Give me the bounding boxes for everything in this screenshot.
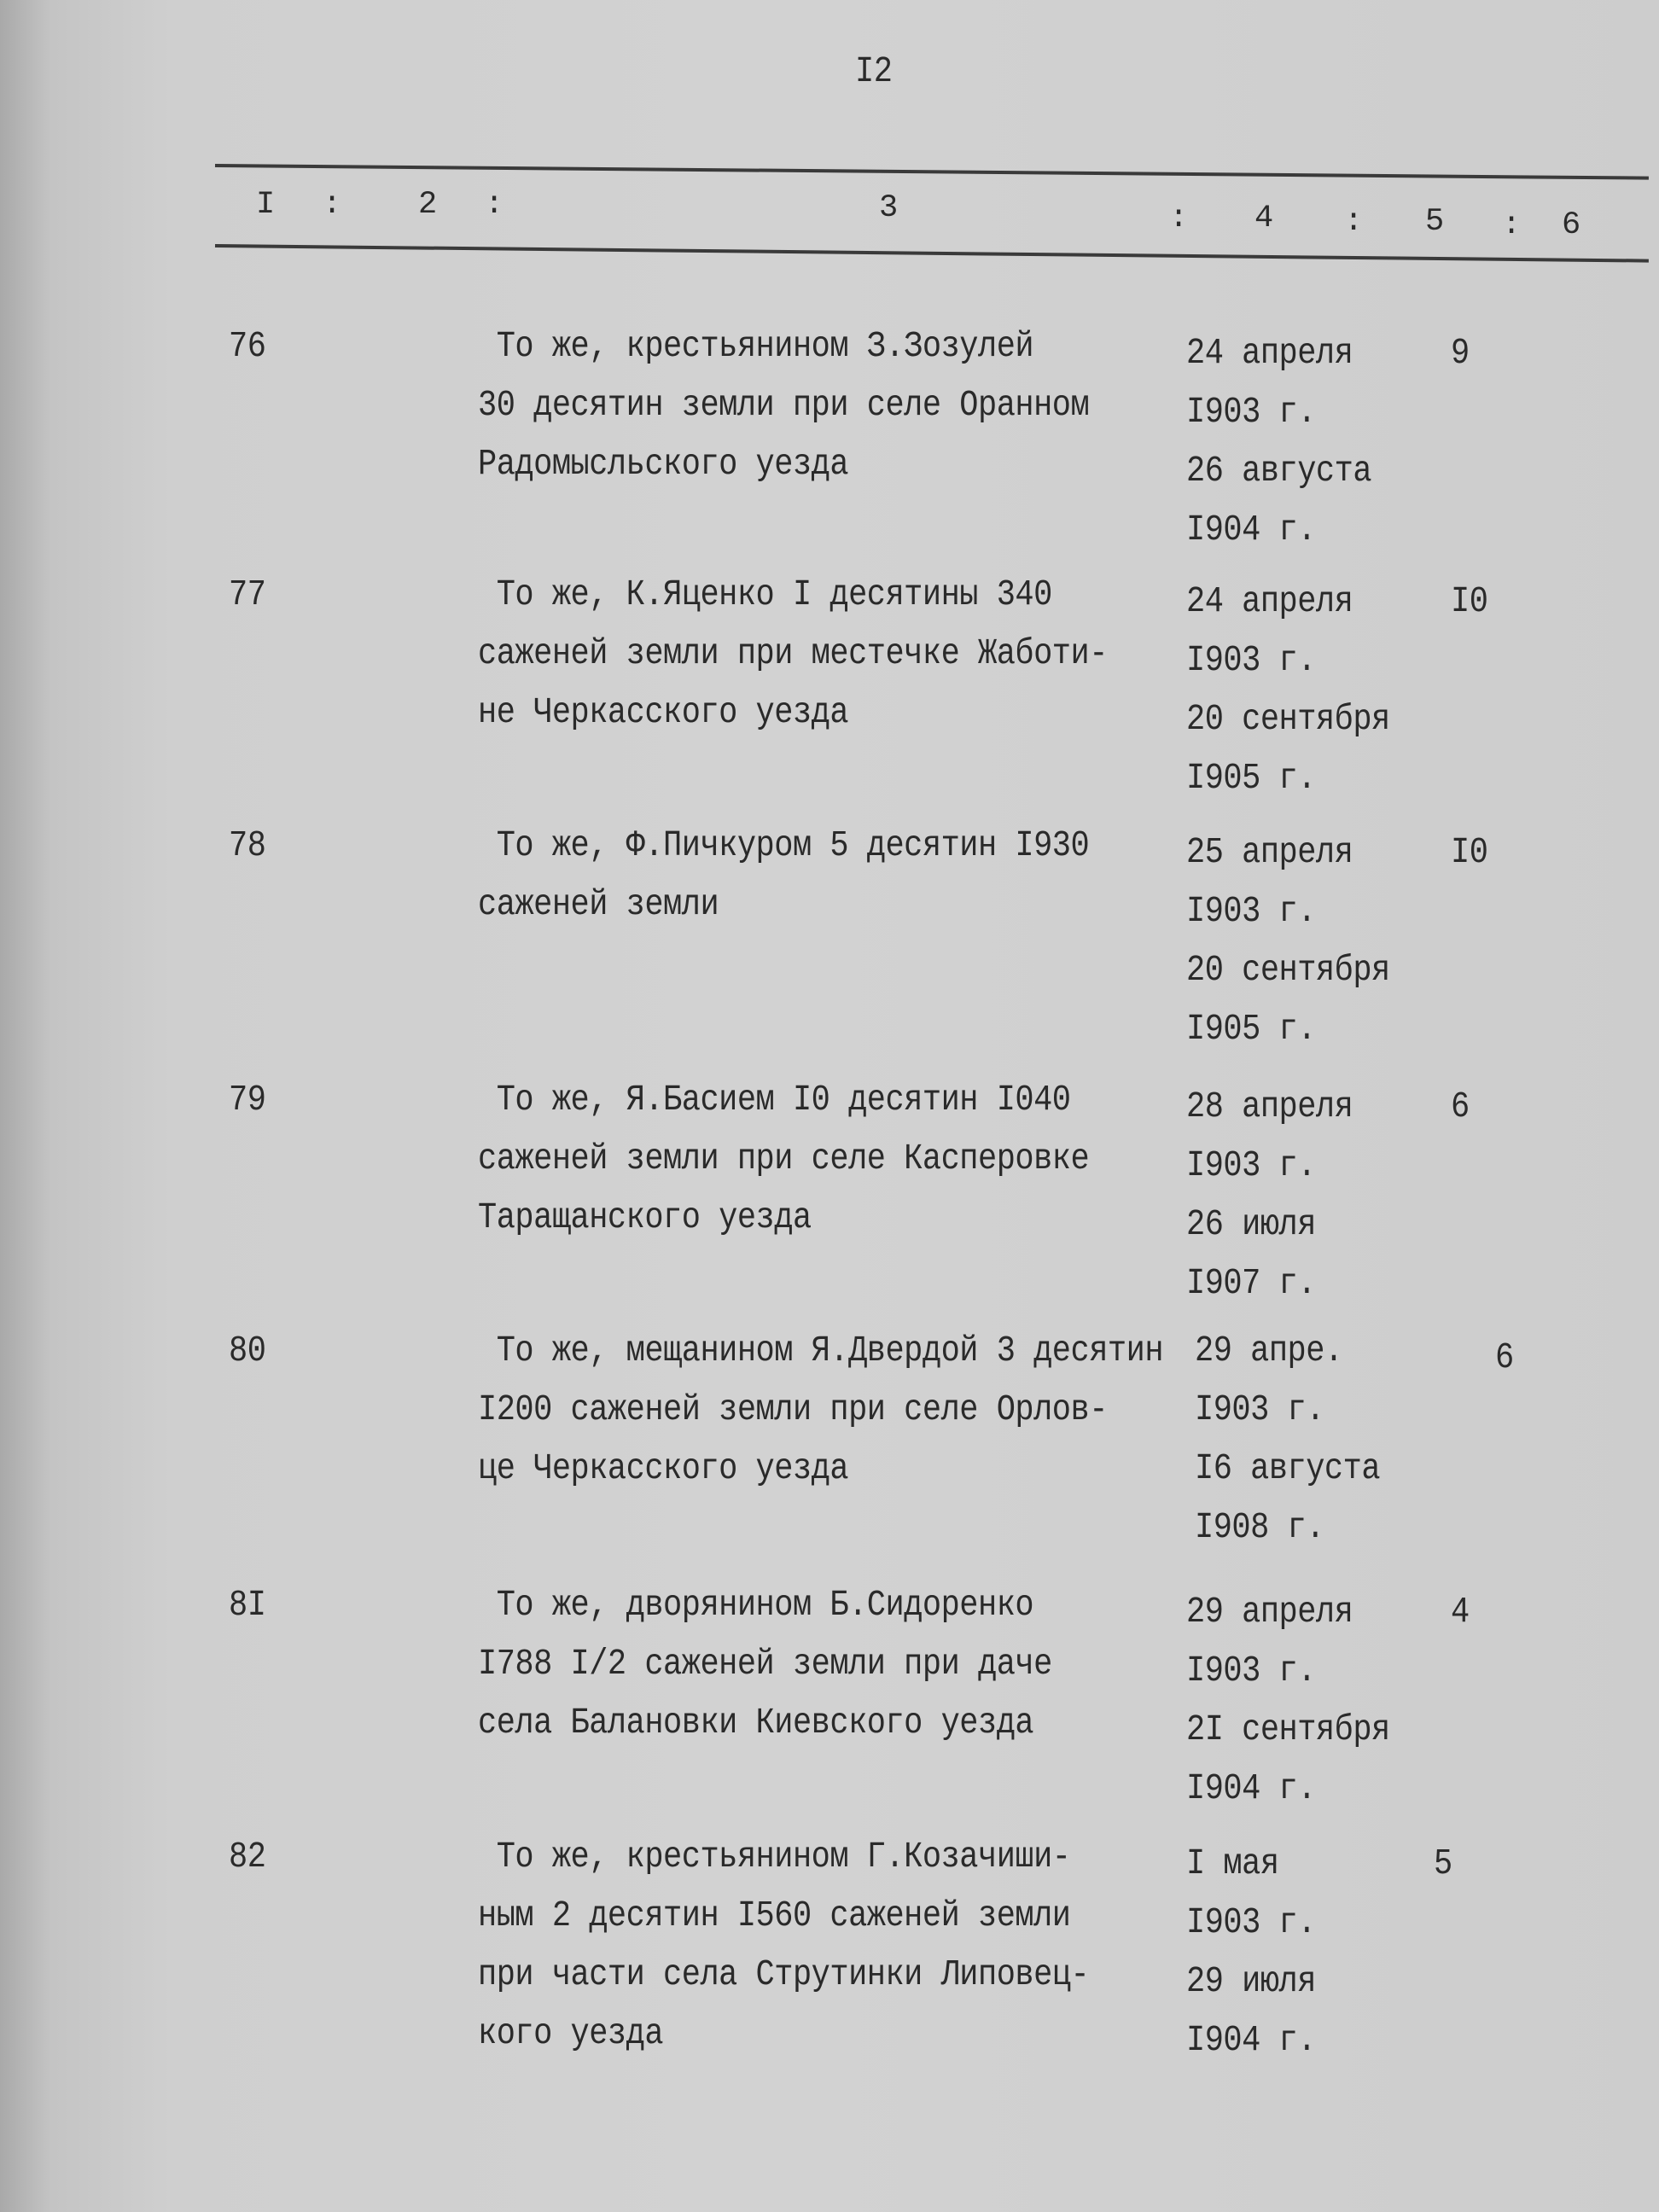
date-line: I903 г. <box>1186 1145 1316 1187</box>
entry-description <box>478 1322 1163 1499</box>
date-line: I903 г. <box>1186 1650 1316 1692</box>
entry-number: 8I <box>229 1585 266 1627</box>
description-line: То же, крестьянином Г.Козачиши- <box>478 1837 1071 1878</box>
description-line: То же, Я.Басием I0 десятин I040 <box>478 1080 1071 1121</box>
entry-number: 79 <box>229 1080 266 1121</box>
date-line: 29 апре. <box>1195 1330 1343 1372</box>
column-number: 3 <box>879 190 899 226</box>
entry-number: 80 <box>229 1330 266 1372</box>
column-number: 5 <box>1425 204 1445 240</box>
entry-number: 78 <box>229 825 266 867</box>
entry-sheet-count: I0 <box>1451 832 1488 874</box>
description-line: То же, дворянином Б.Сидоренко <box>478 1585 1034 1627</box>
entry-sheet-count: 4 <box>1451 1592 1470 1633</box>
column-number: I <box>256 187 276 223</box>
entry-sheet-count: 6 <box>1451 1086 1470 1128</box>
date-line: I903 г. <box>1195 1389 1324 1431</box>
date-line: I мая <box>1186 1843 1279 1885</box>
column-number: 4 <box>1254 201 1274 236</box>
date-line: I907 г. <box>1186 1263 1316 1305</box>
description-line: ным 2 десятин I560 саженей земли <box>478 1895 1071 1937</box>
date-line: 2I сентября <box>1186 1709 1390 1751</box>
column-separator: : <box>323 187 342 223</box>
table-header-top-rule <box>215 164 1649 180</box>
date-line: 24 апреля <box>1186 581 1353 623</box>
entry-dates <box>1195 1322 1380 1557</box>
description-line: саженей земли при селе Касперовке <box>478 1138 1090 1180</box>
date-line: I905 г. <box>1186 1009 1316 1051</box>
date-line: I903 г. <box>1186 891 1316 933</box>
entry-description <box>478 817 1089 934</box>
date-line: 20 сентября <box>1186 950 1390 992</box>
description-line: Таращанского уезда <box>478 1197 812 1239</box>
entry-sheet-count: 9 <box>1451 333 1470 375</box>
entry-dates <box>1186 1078 1353 1313</box>
date-line: 20 сентября <box>1186 699 1390 741</box>
column-number: 2 <box>418 187 438 223</box>
date-line: 29 апреля <box>1186 1592 1353 1633</box>
table-row <box>0 817 1659 1064</box>
column-separator: : <box>1502 207 1522 243</box>
description-line: То же, Ф.Пичкуром 5 десятин I930 <box>478 825 1090 867</box>
date-line: I903 г. <box>1186 1902 1316 1944</box>
entry-number: 82 <box>229 1837 266 1878</box>
description-line: То же, мещанином Я.Двердой 3 десятин <box>478 1330 1164 1372</box>
entry-dates <box>1186 1583 1390 1819</box>
entry-number: 76 <box>229 326 266 368</box>
column-number: 6 <box>1562 207 1581 243</box>
description-line: Радомысльского уезда <box>478 444 849 486</box>
date-line: I904 г. <box>1186 509 1316 551</box>
column-separator: : <box>485 187 504 223</box>
description-line: це Черкасского уезда <box>478 1448 849 1490</box>
description-line: саженей земли <box>478 884 719 926</box>
table-row <box>0 1322 1659 1569</box>
date-line: I903 г. <box>1186 392 1316 434</box>
date-line: 24 апреля <box>1186 333 1353 375</box>
entry-sheet-count: 6 <box>1495 1337 1514 1379</box>
entry-description <box>478 1828 1089 2064</box>
entry-description <box>478 1576 1052 1753</box>
description-line: То же, К.Яценко I десятины 340 <box>478 574 1052 616</box>
date-line: I6 августа <box>1195 1448 1381 1490</box>
date-line: 25 апреля <box>1186 832 1353 874</box>
description-line: при части села Струтинки Липовец- <box>478 1954 1090 1996</box>
page-number: I2 <box>855 51 893 93</box>
entry-dates <box>1186 324 1371 560</box>
entry-sheet-count: 5 <box>1434 1843 1452 1885</box>
entry-description <box>478 566 1108 742</box>
entry-description <box>478 1071 1089 1248</box>
description-line: I200 саженей земли при селе Орлов- <box>478 1389 1108 1431</box>
date-line: I905 г. <box>1186 758 1316 800</box>
table-row <box>0 1071 1659 1318</box>
description-line: не Черкасского уезда <box>478 692 849 734</box>
description-line: I788 I/2 саженей земли при даче <box>478 1644 1052 1685</box>
description-line: саженей земли при местечке Жаботи- <box>478 633 1108 675</box>
description-line: села Балановки Киевского уезда <box>478 1703 1034 1744</box>
date-line: 26 июля <box>1186 1204 1316 1246</box>
entry-sheet-count: I0 <box>1451 581 1488 623</box>
description-line: То же, крестьянином З.Зозулей <box>478 326 1034 368</box>
date-line: I904 г. <box>1186 2020 1316 2062</box>
date-line: I903 г. <box>1186 640 1316 682</box>
description-line: 30 десятин земли при селе Оранном <box>478 385 1090 427</box>
date-line: 26 августа <box>1186 451 1372 492</box>
description-line: кого уезда <box>478 2013 664 2055</box>
entry-dates <box>1186 1835 1316 2070</box>
table-row <box>0 1828 1659 2075</box>
column-separator: : <box>1344 204 1364 240</box>
date-line: I904 г. <box>1186 1768 1316 1810</box>
entry-description <box>478 317 1089 494</box>
table-row <box>0 566 1659 813</box>
column-separator: : <box>1169 201 1189 236</box>
date-line: 28 апреля <box>1186 1086 1353 1128</box>
entry-dates <box>1186 573 1390 808</box>
entry-number: 77 <box>229 574 266 616</box>
date-line: 29 июля <box>1186 1961 1316 2003</box>
table-row <box>0 317 1659 565</box>
date-line: I908 г. <box>1195 1507 1324 1549</box>
entry-dates <box>1186 824 1390 1059</box>
table-row <box>0 1576 1659 1824</box>
